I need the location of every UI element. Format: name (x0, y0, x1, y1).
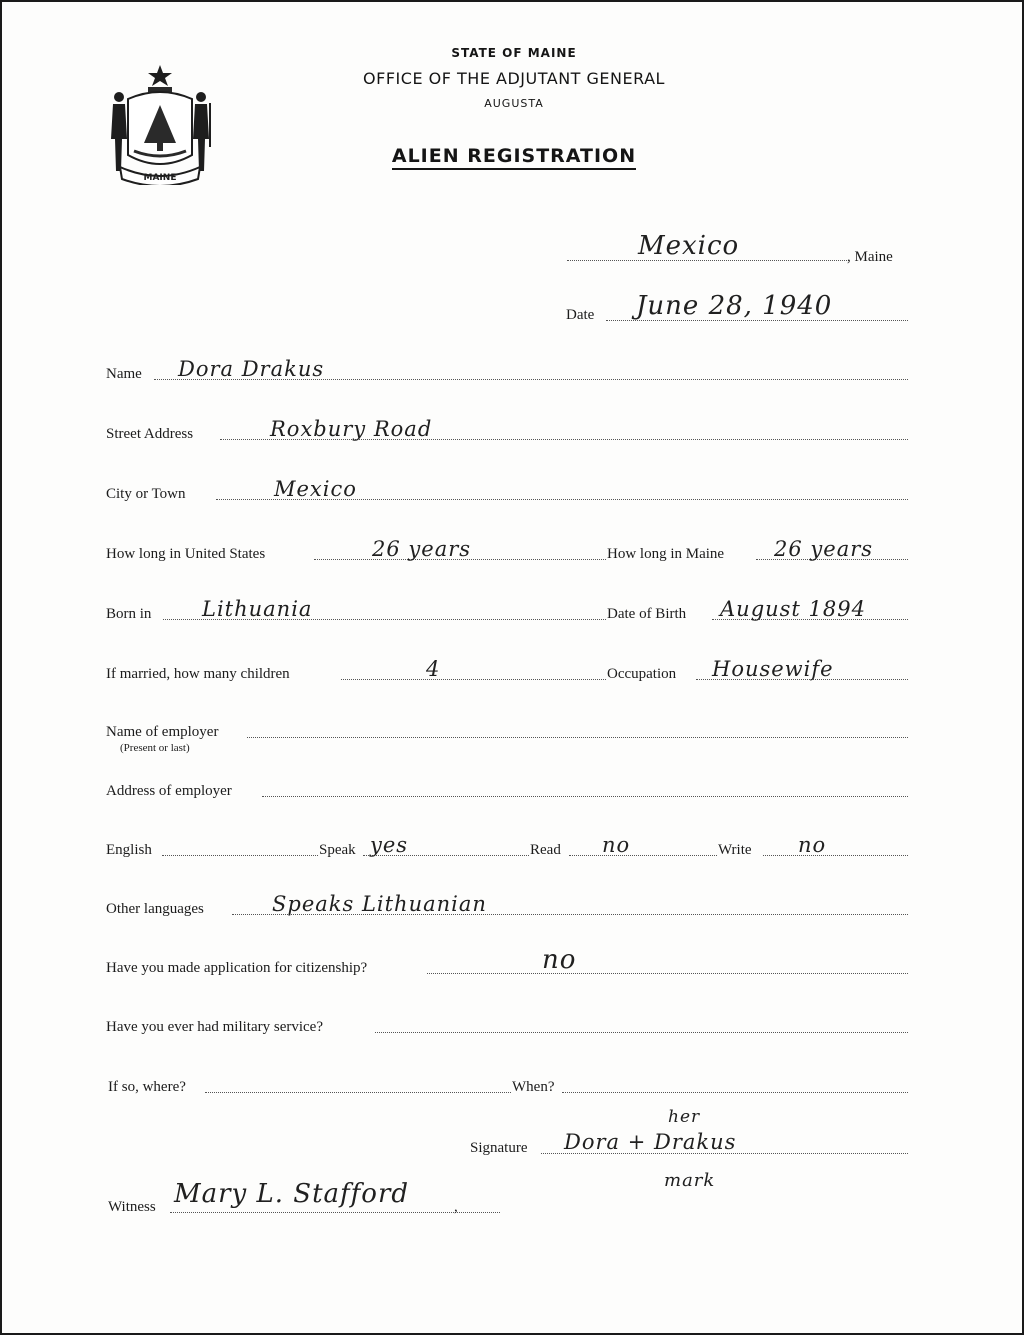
us-duration-label: How long in United States (106, 546, 266, 562)
children-value: 4 (426, 657, 441, 681)
where-label: If so, where? (108, 1079, 186, 1095)
employer-address-line (262, 796, 908, 797)
city-heading: AUGUSTA (484, 97, 544, 110)
other-languages-value: Speaks Lithuanian (272, 892, 487, 916)
witness-value: Mary L. Stafford (174, 1179, 410, 1209)
employer-address-label: Address of employer (106, 783, 232, 799)
citizenship-label: Have you made application for citizenship? (106, 960, 368, 976)
citizenship-line (427, 973, 908, 974)
write-line (763, 855, 908, 856)
maine-duration-value: 26 years (774, 537, 874, 561)
born-in-value: Lithuania (202, 597, 313, 621)
when-line (562, 1092, 908, 1093)
write-value: no (798, 833, 827, 857)
speak-value: yes (370, 833, 409, 857)
date-value: June 28, 1940 (636, 291, 833, 321)
speak-label: Speak (319, 842, 356, 858)
signature-value: Dora + Drakus (564, 1130, 737, 1154)
other-languages-label: Other languages (106, 901, 204, 917)
city-value: Mexico (274, 477, 357, 501)
where-line (205, 1092, 511, 1093)
street-label: Street Address (106, 426, 194, 442)
state-heading: STATE OF MAINE (451, 46, 577, 60)
date-label: Date (566, 307, 595, 323)
seal-banner-text: MAINE (143, 173, 177, 183)
witness-label: Witness (108, 1199, 156, 1215)
signature-mark-below: mark (664, 1170, 716, 1191)
military-label: Have you ever had military service? (106, 1019, 323, 1035)
maine-duration-label: How long in Maine (607, 546, 725, 562)
place-suffix: , Maine (847, 249, 893, 265)
birth-date-value: August 1894 (720, 597, 866, 621)
witness-line (170, 1212, 500, 1213)
witness-suffix: , (454, 1199, 458, 1215)
citizenship-value: no (542, 945, 577, 975)
born-in-label: Born in (106, 606, 152, 622)
signature-mark-above: her (668, 1107, 701, 1127)
read-line (569, 855, 717, 856)
form-title-wrap (2, 145, 1024, 167)
when-label: When? (512, 1079, 555, 1095)
street-value: Roxbury Road (270, 417, 433, 441)
form-title: ALIEN REGISTRATION (392, 145, 636, 170)
name-value: Dora Drakus (178, 357, 325, 381)
read-value: no (602, 833, 631, 857)
military-line (375, 1032, 908, 1033)
name-label: Name (106, 366, 142, 382)
occupation-label: Occupation (607, 666, 677, 682)
occupation-value: Housewife (712, 657, 834, 681)
english-line (162, 855, 318, 856)
write-label: Write (718, 842, 752, 858)
employer-line (247, 737, 908, 738)
city-label: City or Town (106, 486, 186, 502)
office-heading: OFFICE OF THE ADJUTANT GENERAL (363, 69, 665, 88)
read-label: Read (530, 842, 561, 858)
employer-sublabel: (Present or last) (120, 742, 190, 754)
english-label: English (106, 842, 152, 858)
children-label: If married, how many children (106, 666, 290, 682)
signature-label: Signature (470, 1140, 528, 1156)
children-line (341, 679, 606, 680)
place-value: Mexico (638, 231, 740, 261)
employer-label: Name of employer (106, 724, 219, 740)
us-duration-value: 26 years (372, 537, 472, 561)
birth-date-label: Date of Birth (607, 606, 687, 622)
